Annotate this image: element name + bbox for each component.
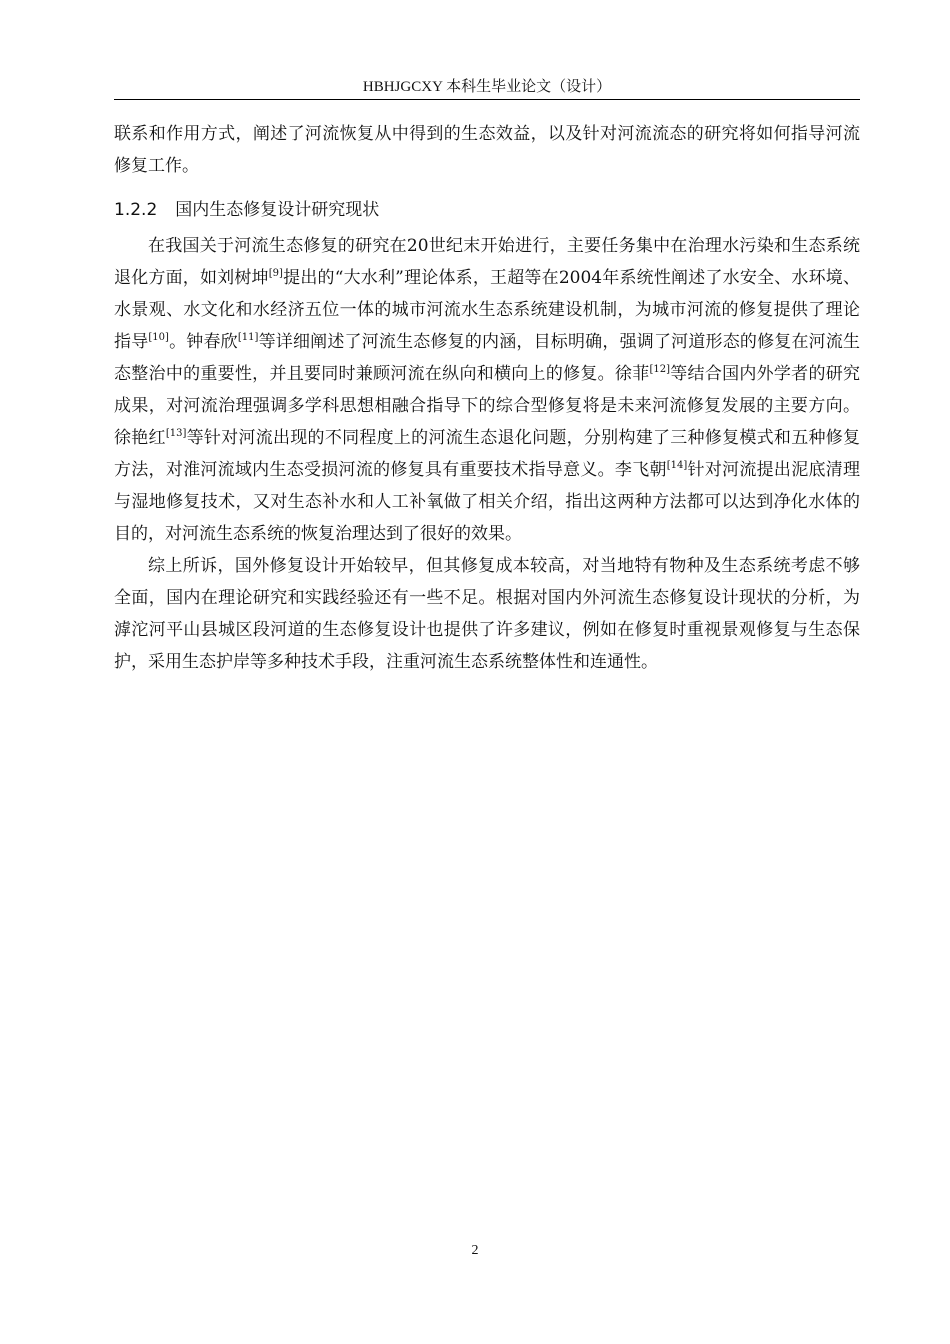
page-number: 2 — [471, 1243, 479, 1258]
citation-ref: [9] — [268, 268, 283, 279]
text-segment: 等结合国内外学者的研究成果，对河流治理强调多学科思想相融合指导下的综合型修复将是未来河流修复发展的主要方向。徐艳红 — [114, 364, 861, 448]
text-segment: 等针对河流出现的不同程度上的河流生态退化问题，分别构建了三种修复模式和五种修复方法，对淮河流域内生态受损河流的修复具有重要技术指导意义。李飞朝 — [114, 428, 861, 480]
text-segment: 提出的“大水利”理论体系，王超等在2004年系统性阐述了水安全、水环境、水景观、水文化和水经济五位一体的城市河流水生态系统建设机制，为城市河流的修复提供了理论指导 — [114, 268, 861, 352]
document-body — [114, 118, 860, 678]
section-title: 国内生态修复设计研究现状 — [175, 200, 380, 220]
text-segment: 。钟春欣 — [168, 332, 238, 352]
section-number: 1.2.2 — [114, 200, 158, 220]
paragraph-domestic-research — [114, 230, 860, 550]
continuation-paragraph: 联系和作用方式，阐述了河流恢复从中得到的生态效益，以及针对河流流态的研究将如何指导河流修复工作。 — [114, 124, 860, 176]
paragraph-summary: 综上所诉，国外修复设计开始较早，但其修复成本较高，对当地特有物种及生态系统考虑不够全面，国内在理论研究和实践经验还有一些不足。根据对国内外河流生态修复设计现状的分析，为滹沱河平山县城区段河道的生态修复设计也提供了许多建议，例如在修复时重视景观修复与生态保护，采用生态护岸等多种技术手段，注重河流生态系统整体性和连通性。 — [114, 556, 860, 672]
text-segment: 等详细阐述了河流生态修复的内涵，目标明确，强调了河道形态的修复在河流生态整治中的重要性，并且要同时兼顾河流在纵向和横向上的修复。徐菲 — [114, 332, 861, 384]
citation-ref: [13] — [165, 428, 187, 439]
header-divider — [114, 99, 860, 100]
text-segment: 在我国关于河流生态修复的研究在20世纪末开始进行，主要任务集中在治理水污染和生态系统退化方面，如刘树坤 — [114, 236, 860, 288]
citation-ref: [14] — [666, 460, 688, 471]
section-heading — [114, 194, 860, 226]
page-header: HBHJGCXY 本科生毕业论文（设计） — [362, 79, 612, 95]
citation-ref: [10] — [148, 332, 169, 343]
text-segment: 针对河流提出泥底清理与湿地修复技术，又对生态补水和人工补氧做了相关介绍，指出这两种方法都可以达到净化水体的目的，对河流生态系统的恢复治理达到了很好的效果。 — [114, 460, 861, 544]
citation-ref: [11] — [237, 332, 259, 343]
citation-ref: [12] — [649, 364, 670, 375]
